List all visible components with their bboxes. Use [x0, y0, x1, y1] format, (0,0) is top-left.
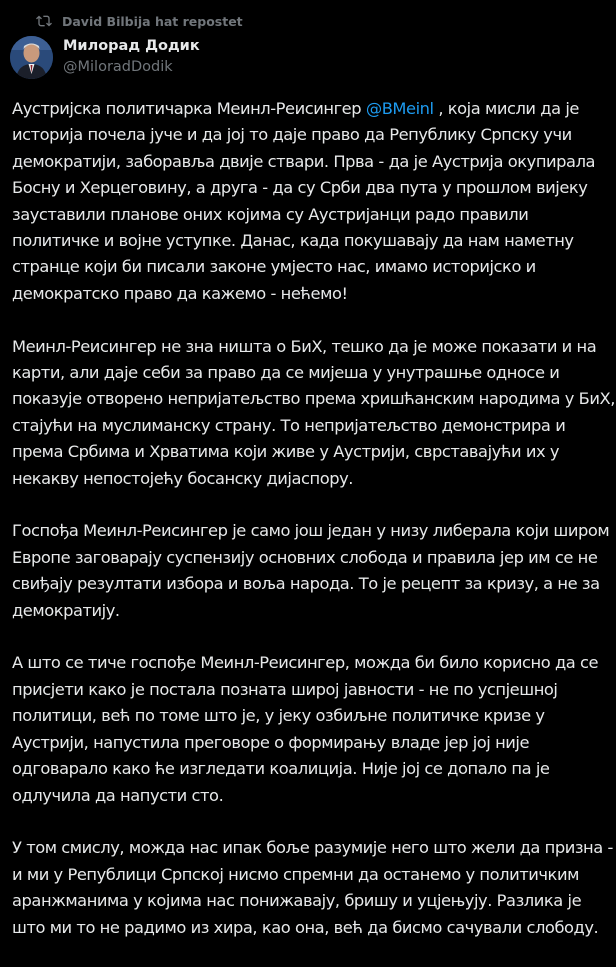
avatar-photo: [10, 36, 53, 79]
mention-link[interactable]: @BMeinl: [365, 99, 434, 118]
author-handle[interactable]: @MiloradDodik: [63, 59, 173, 75]
tweet-paragraph: Меинл-Реисингер не зна ништа о БиХ, тешко да је може показати и на карти, али даје себи за право да се мијеша у унутрашње односе и показује отворено непријатељство према хришћанским народима у БиХ, стајући на муслиманску страну. То непријатељство демонстрира и према Србима и Хрватима који живе у Аустрији, сврставајући их у некакву непостојећу босанску дијаспору.: [12, 336, 615, 488]
tweet-paragraph: У том смислу, можда нас ипак боље разумије него што жели да призна - и ми у Републици Српској нисмо спремни да останемо у политичким аранжманима у којима нас понижавају, бришу и уцјењују. Разлика је што ми то не радимо из хира, као она, већ да бисмо сачували слободу.: [12, 838, 613, 937]
tweet-text-segment: , која мисли да је историја почела јуче и да јој то даје право да Републику Српску учи демократији, заборавља двије ствари. Прва - да је Аустрија окупирала Босну и Херцеговину, а друга - да су Срби два пута у прошлом вијеку зауставили планове оних којима су Аустријанци радо правили политичке и војне уступке. Данас, када покушавају да нам наметну странце који би писали законе умјесто нас, имамо историјско и демократско право да кажемо - нећемо!: [12, 99, 596, 303]
tweet-text-segment: Аустријска политичарка Меинл-Реисингер: [12, 99, 366, 118]
tweet-paragraph: [12, 96, 616, 307]
repost-indicator[interactable]: [36, 11, 243, 31]
author-display-name[interactable]: Милорад Додик: [63, 38, 200, 54]
tweet-paragraph: А што се тиче госпође Меинл-Реисингер, можда би било корисно да се присјети како је постала позната широј јавности - не по успјешној политици, већ по томе што је, у јеку озбиљне политичке кризе у Аустрији, напустила преговоре о формирању владе јер јој није одговарало како ће изгледати коалиција. Није јој се допало па је одлучила да напусти сто.: [12, 653, 599, 805]
tweet-text: [12, 96, 616, 967]
author-block: [63, 36, 200, 78]
repost-label: David Bilbija hat repostet: [62, 13, 243, 29]
avatar[interactable]: [10, 36, 53, 79]
repost-icon: [36, 13, 52, 29]
tweet-paragraph: Госпођа Меинл-Реисингер је само још један у низу либерала који широм Европе заговарају суспензију основних слобода и правила јер им се не свиђају резултати избора и воља народа. То је рецепт за кризу, а не за демократију.: [12, 521, 610, 620]
